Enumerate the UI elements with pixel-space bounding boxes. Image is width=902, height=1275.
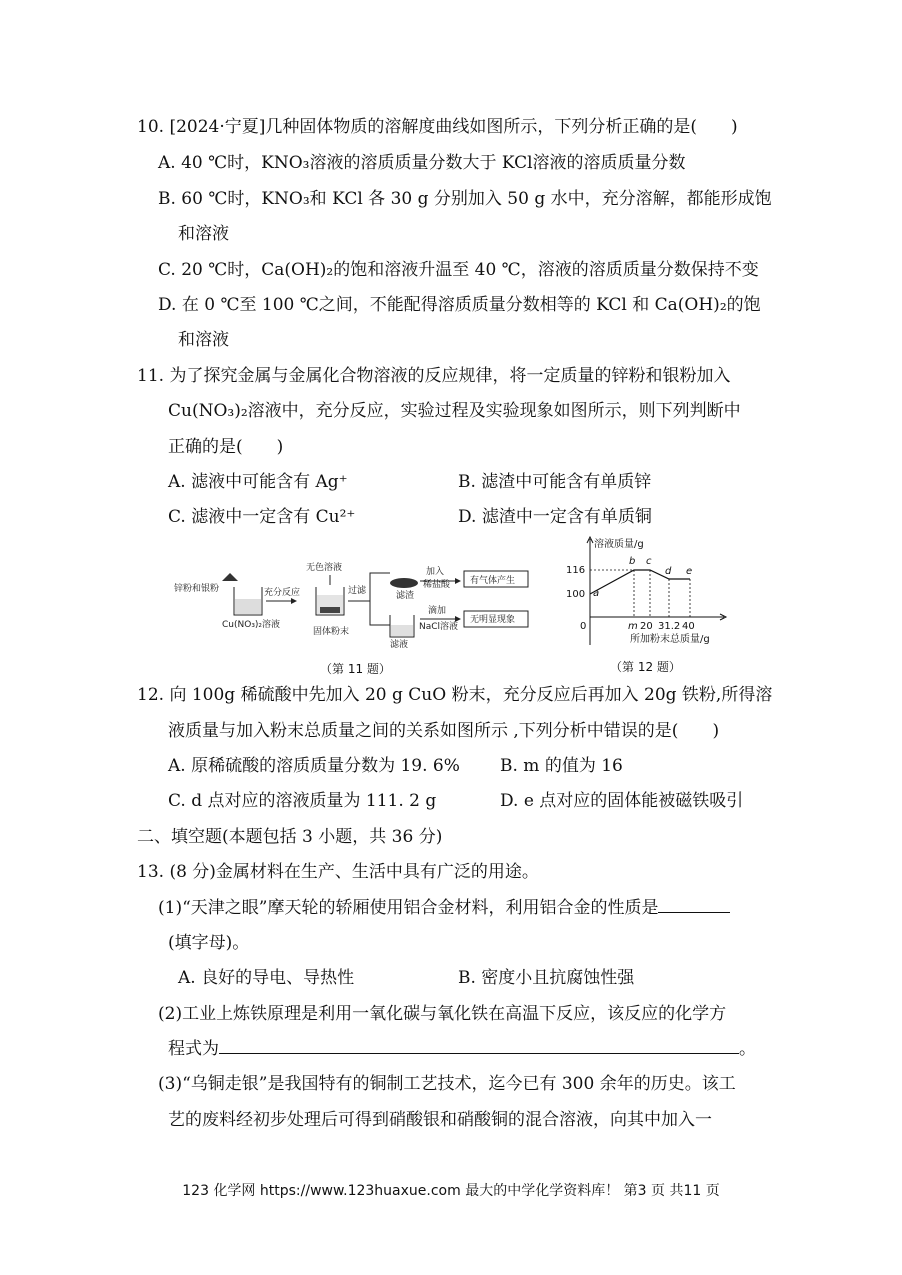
label-dilute-hcl: 稀盐酸 bbox=[423, 580, 451, 590]
q12-option-d: D. e 点对应的固体能被磁铁吸引 bbox=[500, 791, 744, 811]
beaker-2-icon bbox=[316, 587, 344, 615]
q13-part1 bbox=[158, 896, 730, 920]
label-drip: 滴加 bbox=[428, 606, 447, 616]
point-a: a bbox=[593, 588, 600, 599]
xtick-40: 40 bbox=[682, 621, 695, 632]
q10-stem: 10. [2024·宁夏]几种固体物质的溶解度曲线如图所示，下列分析正确的是( ) bbox=[137, 117, 738, 137]
q13-part2-cont bbox=[168, 1037, 756, 1061]
ytick-116: 116 bbox=[566, 565, 586, 576]
point-e: e bbox=[686, 566, 693, 577]
q11-option-d: D. 滤渣中一定含有单质铜 bbox=[458, 507, 652, 527]
q10-option-b: B. 60 ℃时，KNO₃和 KCl 各 30 g 分别加入 50 g 水中，充分溶解，都能形成饱 bbox=[158, 189, 772, 209]
ytick-100: 100 bbox=[566, 589, 586, 600]
q11-option-c: C. 滤液中一定含有 Cu²⁺ bbox=[168, 507, 356, 527]
page-footer: 123 化学网 https://www.123huaxue.com 最大的中学化学资料库！ 第3 页 共11 页 bbox=[182, 1183, 720, 1199]
x-axis-label: 所加粉末总质量/g bbox=[630, 634, 710, 645]
q13-stem: 13. (8 分)金属材料在生产、生活中具有广泛的用途。 bbox=[137, 862, 539, 882]
q12-option-c: C. d 点对应的溶液质量为 111. 2 g bbox=[168, 791, 437, 811]
label-gas-produced: 有气体产生 bbox=[470, 576, 516, 586]
origin-label: 0 bbox=[580, 621, 587, 632]
residue-dish-icon bbox=[390, 578, 418, 588]
q13-part2: (2)工业上炼铁原理是利用一氧化碳与氧化铁在高温下反应，该反应的化学方 bbox=[158, 1004, 727, 1024]
q13-part2-period: 。 bbox=[739, 1039, 756, 1059]
q10-option-d: D. 在 0 ℃至 100 ℃之间，不能配得溶质质量分数相等的 KCl 和 Ca(OH)₂的饱 bbox=[158, 295, 761, 315]
q11-stem-end: 正确的是( ) bbox=[168, 437, 284, 457]
point-b: b bbox=[629, 556, 636, 567]
q13-part3: (3)“乌铜走银”是我国特有的铜制工艺技术，迄今已有 300 余年的历史。该工 bbox=[158, 1074, 736, 1094]
label-colorless-solution: 无色溶液 bbox=[306, 563, 343, 573]
mass-curve bbox=[590, 570, 690, 594]
q10-option-d-cont: 和溶液 bbox=[178, 330, 229, 350]
beaker-1-icon bbox=[234, 587, 262, 615]
label-copper-nitrate-solution: Cu(NO₃)₂溶液 bbox=[222, 620, 281, 630]
q12-chart bbox=[560, 533, 730, 653]
point-d: d bbox=[665, 566, 672, 577]
q13-part1-text: (1)“天津之眼”摩天轮的轿厢使用铝合金材料，利用铝合金的性质是 bbox=[158, 898, 659, 918]
q12-option-a: A. 原稀硫酸的溶质质量分数为 19. 6% bbox=[168, 756, 460, 776]
q13-part1-blank[interactable] bbox=[658, 896, 730, 913]
q13-part2-text: 程式为 bbox=[168, 1039, 219, 1059]
point-c: c bbox=[646, 556, 652, 567]
figure-11-caption: （第 11 题） bbox=[320, 662, 391, 676]
q12-stem: 12. 向 100g 稀硫酸中先加入 20 g CuO 粉末，充分反应后再加入 20g 铁粉,所得溶 bbox=[137, 685, 773, 705]
q10-option-c: C. 20 ℃时，Ca(OH)₂的饱和溶液升温至 40 ℃，溶液的溶质质量分数保持不变 bbox=[158, 260, 759, 280]
label-filtrate: 滤液 bbox=[390, 640, 409, 650]
filtrate-beaker-icon bbox=[390, 615, 414, 637]
powder-heap-icon bbox=[222, 573, 238, 581]
xtick-31-2: 31.2 bbox=[658, 621, 681, 632]
q13-part1-option-a: A. 良好的导电、导热性 bbox=[178, 968, 355, 988]
label-zinc-silver-powder: 锌粉和银粉 bbox=[174, 584, 220, 594]
xtick-m: m bbox=[628, 621, 638, 632]
label-add: 加入 bbox=[426, 567, 445, 577]
figure-12-caption: （第 12 题） bbox=[610, 660, 681, 674]
q11-option-a: A. 滤液中可能含有 Ag⁺ bbox=[168, 472, 348, 492]
q12-stem-cont: 液质量与加入粉末总质量之间的关系如图所示 ,下列分析中错误的是( ) bbox=[168, 721, 720, 741]
xtick-20: 20 bbox=[640, 621, 653, 632]
q10-option-a: A. 40 ℃时，KNO₃溶液的溶质质量分数大于 KCl溶液的溶质质量分数 bbox=[158, 153, 686, 173]
q11-experiment-diagram bbox=[170, 553, 540, 653]
q11-stem-cont: Cu(NO₃)₂溶液中，充分反应，实验过程及实验现象如图所示，则下列判断中 bbox=[168, 401, 741, 421]
label-no-phenomenon: 无明显现象 bbox=[470, 615, 516, 625]
section-2-title: 二、填空题(本题包括 3 小题，共 36 分) bbox=[137, 827, 443, 847]
q11-option-b: B. 滤渣中可能含有单质锌 bbox=[458, 472, 652, 492]
q12-option-b: B. m 的值为 16 bbox=[500, 756, 623, 776]
label-filtration: 过滤 bbox=[348, 586, 367, 596]
y-axis-label: 溶液质量/g bbox=[594, 539, 644, 550]
q11-stem: 11. 为了探究金属与金属化合物溶液的反应规律，将一定质量的锌粉和银粉加入 bbox=[137, 366, 731, 386]
label-solid-powder: 固体粉末 bbox=[313, 627, 350, 637]
q10-option-b-cont: 和溶液 bbox=[178, 224, 229, 244]
label-residue: 滤渣 bbox=[396, 591, 415, 601]
label-nacl-solution: NaCl溶液 bbox=[419, 622, 459, 632]
q13-part3-cont: 艺的废料经初步处理后可得到硝酸银和硝酸铜的混合溶液，向其中加入一 bbox=[168, 1110, 712, 1130]
q13-part1-option-b: B. 密度小且抗腐蚀性强 bbox=[458, 968, 635, 988]
q13-part1-cont: (填字母)。 bbox=[168, 933, 250, 953]
label-full-reaction: 充分反应 bbox=[264, 588, 301, 598]
q13-part2-blank[interactable] bbox=[219, 1037, 739, 1054]
